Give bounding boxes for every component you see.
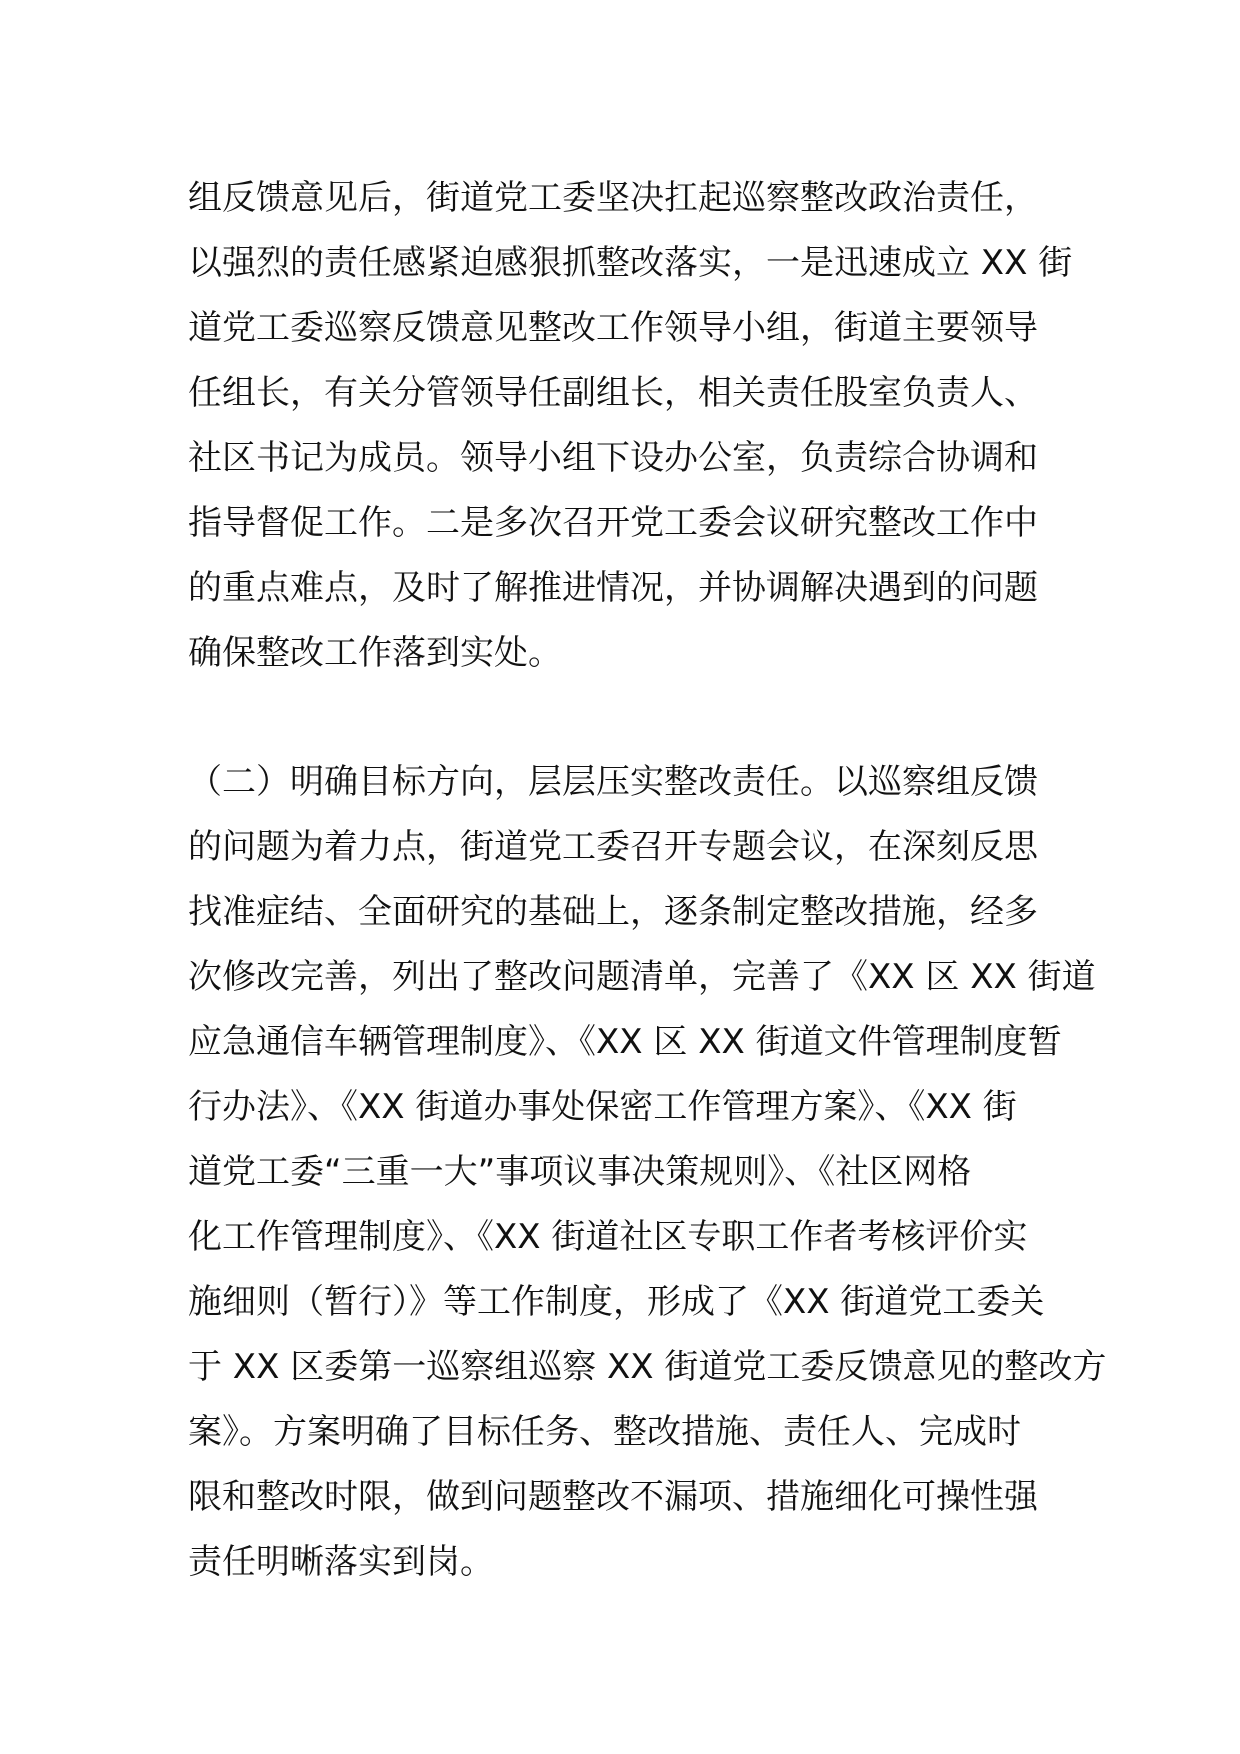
text-line: 指导督促工作。二是多次召开党工委会议研究整改工作中 (188, 503, 1038, 543)
text-line: 道党工委“三重一大”事项议事决策规则》、《社区网格 (188, 1152, 972, 1192)
text-line: 找准症结、全面研究的基础上，逐条制定整改措施，经多 (188, 892, 1038, 932)
text-line: 案》。方案明确了目标任务、整改措施、责任人、完成时 (188, 1412, 1021, 1452)
text-line: 任组长，有关分管领导任副组长，相关责任股室负责人、 (188, 373, 1038, 413)
paragraph-1 (188, 166, 1073, 686)
text-line: 次修改完善，列出了整改问题清单，完善了《XX 区 XX 街道 (188, 957, 1096, 997)
text-line: 施细则（暂行）》等工作制度，形成了《XX 街道党工委关 (188, 1282, 1045, 1322)
text-line: 组反馈意见后，街道党工委坚决扛起巡察整改政治责任， (188, 178, 1038, 218)
text-line: 的重点难点，及时了解推进情况，并协调解决遇到的问题 (188, 568, 1038, 608)
text-line: 应急通信车辆管理制度》、《XX 区 XX 街道文件管理制度暂 (188, 1022, 1062, 1062)
text-line: 行办法》、《XX 街道办事处保密工作管理方案》、《XX 街 (188, 1087, 1017, 1127)
text-line: 社区书记为成员。领导小组下设办公室，负责综合协调和 (188, 438, 1038, 478)
text-line: 的问题为着力点，街道党工委召开专题会议，在深刻反思 (188, 827, 1038, 867)
text-line: 责任明晰落实到岗。 (188, 1542, 494, 1582)
section-heading-line: （二）明确目标方向，层层压实整改责任。以巡察组反馈 (188, 762, 1038, 802)
paragraph-2 (188, 750, 1107, 1595)
text-line: 限和整改时限，做到问题整改不漏项、措施细化可操性强 (188, 1477, 1038, 1517)
text-line: 以强烈的责任感紧迫感狠抓整改落实，一是迅速成立 XX 街 (188, 243, 1073, 283)
text-line: 化工作管理制度》、《XX 街道社区专职工作者考核评价实 (188, 1217, 1028, 1257)
text-line: 确保整改工作落到实处。 (188, 633, 562, 673)
text-line: 道党工委巡察反馈意见整改工作领导小组，街道主要领导 (188, 308, 1038, 348)
text-line: 于 XX 区委第一巡察组巡察 XX 街道党工委反馈意见的整改方 (188, 1347, 1107, 1387)
